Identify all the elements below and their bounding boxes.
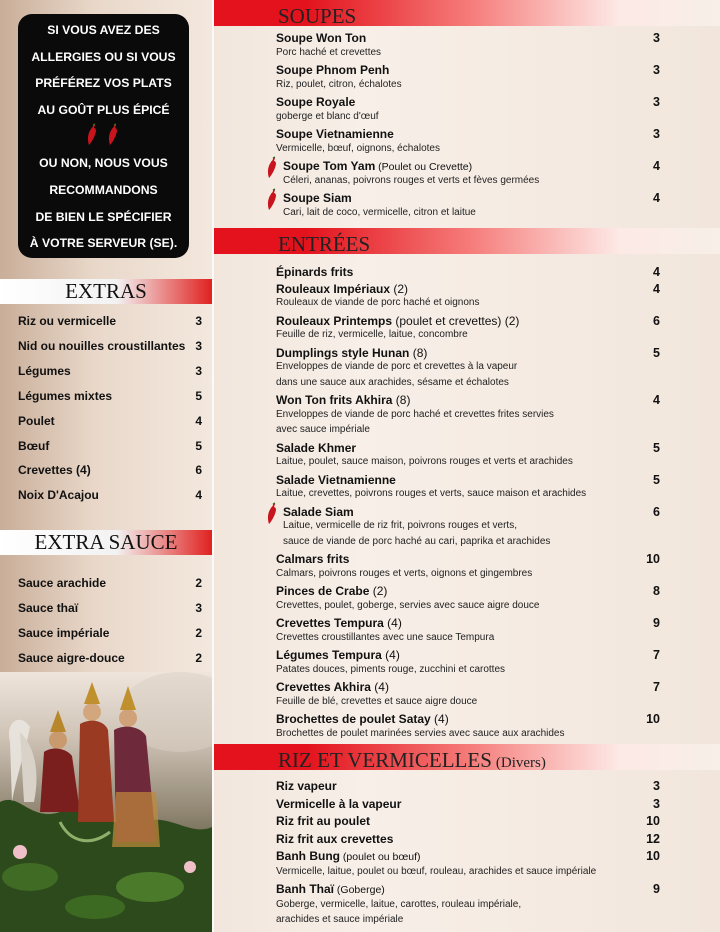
notice-line: AU GOÛT PLUS ÉPICÉ [37,102,170,117]
section-title [278,232,370,257]
extras-heading: EXTRAS [0,279,212,304]
menu-item-title: Épinards frits [276,265,354,279]
extra-item-name: Légumes mixtes [18,388,113,403]
menu-item-price: 5 [653,440,660,455]
menu-item-name [276,584,387,598]
menu-item-qualifier: (4) [430,712,449,726]
menu-item-description: Calmars, poivrons rouges et verts, oignons et gingembres [276,567,533,579]
menu-item-description: Laitue, vermicelle de riz frit, poivrons rouges et verts, [283,520,517,531]
menu-item-name [276,832,393,846]
menu-item-qualifier: (2) [390,281,409,296]
extra-item-name: Riz ou vermicelle [18,314,117,328]
menu-item-name [276,127,394,141]
menu-item-title: Rouleaux Printemps [276,313,393,328]
menu-item-description: Crevettes, poulet, goberge, servies avec sauce aigre douce [276,599,540,611]
menu-item-price: 7 [653,648,660,662]
menu-item-name [276,814,370,828]
extra-item [18,488,202,502]
menu-item-title: Soupe Siam [283,191,352,205]
illustration-art [0,672,212,932]
notice-line: OU NON, NOUS VOUS [39,156,168,171]
menu-item-qualifier: (8) [409,345,428,360]
menu-item-description: Goberge, vermicelle, laitue, carottes, rouleau impériale, [276,898,522,910]
menu-item-description: Laitue, crevettes, poivrons rouges et verts, sauce maison et arachides [276,488,587,499]
menu-item-title: Soupe Tom Yam [283,159,376,173]
menu-item-name [276,95,355,109]
menu-item-description: Enveloppes de viande de porc et crevettes à la vapeur [276,361,518,372]
chili-pepper-icon [266,188,280,217]
menu-item-price: 5 [653,345,660,360]
extra-item-price: 4 [195,413,202,428]
menu-item-title: Riz frit au poulet [276,814,370,829]
menu-item-title: Salade Khmer [276,440,357,455]
menu-item-title: Soupe Won Ton [276,31,367,45]
extra-item-name: Noix D'Acajou [18,488,99,503]
menu-item-title: Banh Bung [276,849,340,864]
menu-item-name [276,797,401,811]
menu-item-title: Soupe Phnom Penh [276,63,390,77]
column-divider [212,0,214,932]
section-title-text: SOUPES [278,4,357,28]
menu-item-title: Pinces de Crabe [276,584,370,598]
extra-item-price: 3 [195,314,202,328]
menu-item-price: 4 [653,393,660,407]
thai-dancers-illustration [0,672,212,932]
extra-item [18,364,202,378]
notice-line: PRÉFÉREZ VOS PLATS [35,76,172,91]
menu-item-title: Crevettes Tempura [276,616,384,630]
extra-item-name: Nid ou nouilles croustillantes [18,338,186,353]
menu-item-description: Brochettes de poulet marinées servies avec sauce aux arachides [276,727,565,739]
section-subtitle: (Divers) [495,755,546,771]
notice-line: À VOTRE SERVEUR (SE). [29,236,178,251]
menu-item-name [276,616,402,630]
extra-item-price: 3 [195,600,202,615]
extra-item [18,651,202,665]
menu-item-name [276,346,427,360]
left-column [0,0,212,932]
menu-item-description: goberge et blanc d'œuf [276,110,379,122]
extra-item-name: Légumes [18,363,71,378]
menu-item-price: 10 [646,712,660,726]
menu-item-description: arachides et sauce impériale [276,914,404,925]
menu-item-name [276,63,389,77]
menu-item-qualifier: (4) [381,648,400,662]
menu-item-price: 4 [653,191,660,205]
extra-item-price: 5 [195,438,202,453]
menu-item-price: 7 [653,680,660,694]
menu-item-price: 3 [653,779,660,793]
section-title [278,748,546,773]
extra-item-name: Crevettes (4) [18,463,91,478]
menu-item-price: 5 [653,472,660,487]
menu-item-qualifier: (poulet ou bœuf) [340,851,421,864]
menu-item-description: avec sauce impériale [276,424,370,435]
menu-item-price: 6 [653,313,660,328]
menu-item-price: 3 [653,95,660,109]
menu-item-description: Céleri, ananas, poivrons rouges et verts et fèves germées [283,174,540,186]
menu-item-title: Banh Thaï [276,882,335,897]
extra-item [18,439,202,453]
notice-line: DE BIEN LE SPÉCIFIER [35,209,172,224]
menu-item-name [276,473,396,487]
menu-item-title: Brochettes de poulet Satay [276,712,431,726]
menu-item-description: dans une sauce aux arachides, sésame et échalotes [276,376,509,388]
menu-item-qualifier: (poulet et crevettes) (2) [392,313,520,328]
menu-item-price: 3 [653,796,660,811]
menu-item-description: Crevettes croustillantes avec une sauce Tempura [276,631,495,643]
extra-item-price: 6 [195,463,202,478]
menu-item-qualifier: (4) [370,680,389,694]
menu-item-description: Vermicelle, laitue, poulet ou bœuf, rouleau, arachides et sauce impériale [276,866,597,877]
menu-item-name [276,552,349,566]
menu-item-name [276,779,337,793]
menu-item-qualifier: (Goberge) [334,884,385,897]
extra-item [18,463,202,477]
extra-item-name: Bœuf [18,438,50,453]
menu-item-qualifier: (Poulet ou Crevette) [375,161,473,173]
menu-item-description: Laitue, poulet, sauce maison, poivrons rouges et verts et arachides [276,456,573,467]
menu-item-title: Salade Vietnamienne [276,472,396,487]
menu-item-name [276,648,400,662]
menu-item-name [276,849,421,863]
menu-item-price: 12 [646,831,660,846]
extra-item-price: 4 [195,488,202,503]
menu-item-title: Salade Siam [283,504,354,519]
chili-pepper-icon [85,123,101,147]
menu-item-price: 4 [653,159,660,173]
notice-line: ALLERGIES OU SI VOUS [31,49,176,64]
menu-item-title: Rouleaux Impériaux [276,281,391,296]
extra-item [18,576,202,590]
menu-item-price: 4 [653,265,660,279]
menu-item-price: 3 [653,63,660,77]
notice-line: RECOMMANDONS [49,182,158,197]
menu-item-description: Enveloppes de viande de porc haché et crevettes frites servies [276,408,554,420]
chili-pepper-icon [266,502,280,531]
notice-line: SI VOUS AVEZ DES [47,23,160,37]
menu-item-title: Riz vapeur [276,779,337,793]
chili-pepper-icon [266,156,280,185]
menu-item-price: 9 [653,882,660,897]
menu-item-title: Légumes Tempura [276,648,382,662]
extra-item-price: 3 [195,338,202,353]
extra-item-name: Sauce impériale [18,625,110,640]
extra-item-price: 3 [195,363,202,378]
menu-item-name [283,191,352,205]
notice-peppers [18,123,189,150]
menu-item-name [276,314,519,328]
menu-item-qualifier: (8) [392,393,411,407]
menu-item-name [276,265,353,279]
extra-item-price: 5 [195,388,202,403]
menu-item-title: Won Ton frits Akhira [276,393,393,407]
menu-item-price: 4 [653,281,660,296]
section-title-text: RIZ ET VERMICELLES [278,748,492,772]
menu-item-price: 10 [646,552,660,566]
extra-sauce-heading: EXTRA SAUCE [0,530,212,555]
menu-item-qualifier: (2) [369,584,388,598]
extra-item [18,601,202,615]
menu-item-price: 3 [653,31,660,45]
menu-item-price: 3 [653,127,660,141]
menu-item-title: Dumplings style Hunan [276,345,410,360]
menu-item-description: sauce de viande de porc haché au cari, paprika et arachides [283,535,551,547]
menu-item-title: Calmars frits [276,552,350,566]
menu-item-name [283,159,472,173]
extra-item [18,626,202,640]
extra-item-name: Poulet [18,413,55,428]
menu-item-description: Porc haché et crevettes [276,46,382,58]
menu-item-description: Patates douces, piments rouge, zucchini et carottes [276,663,506,675]
menu-item-name [276,282,408,296]
menu-item-name [276,31,366,45]
menu-item-description: Feuille de blé, crevettes et sauce aigre douce [276,695,478,707]
extra-item-price: 2 [195,650,202,665]
extra-item-price: 2 [195,576,202,590]
allergy-notice [18,14,189,258]
extra-item-name: Sauce arachide [18,576,107,590]
menu-item-description: Cari, lait de coco, vermicelle, citron et laitue [283,206,476,218]
menu-item-name [276,680,389,694]
extra-item-name: Sauce aigre-douce [18,650,125,665]
menu-item-price: 10 [646,814,660,829]
extra-item [18,314,202,328]
menu-item-title: Crevettes Akhira [276,680,371,694]
extra-item [18,389,202,403]
menu-item-title: Soupe Vietnamienne [276,127,394,141]
menu-item-description: Riz, poulet, citron, échalotes [276,78,402,90]
menu-item-price: 9 [653,616,660,630]
menu-item-title: Riz frit aux crevettes [276,831,394,846]
menu-item-title: Soupe Royale [276,95,356,109]
section-title-text: ENTRÉES [278,232,371,256]
menu-item-name [276,393,410,407]
menu-item-qualifier: (4) [383,616,402,630]
menu-item-price: 8 [653,584,660,598]
menu-item-price: 10 [646,849,660,864]
extra-item-name: Sauce thaï [18,600,79,615]
menu-item-description: Feuille de riz, vermicelle, laitue, concombre [276,329,468,340]
section-title [278,4,356,29]
menu-item-title: Vermicelle à la vapeur [276,796,402,811]
chili-pepper-icon [106,123,122,147]
menu-item-name [276,712,449,726]
menu-item-description: Rouleaux de viande de porc haché et oignons [276,297,480,308]
menu-item-name [276,882,385,896]
menu-item-price: 6 [653,504,660,519]
menu-item-name [283,505,354,519]
menu-item-name [276,441,356,455]
extra-item [18,339,202,353]
extra-item [18,414,202,428]
menu-item-description: Vermicelle, bœuf, oignons, échalotes [276,142,440,154]
extra-item-price: 2 [195,625,202,640]
